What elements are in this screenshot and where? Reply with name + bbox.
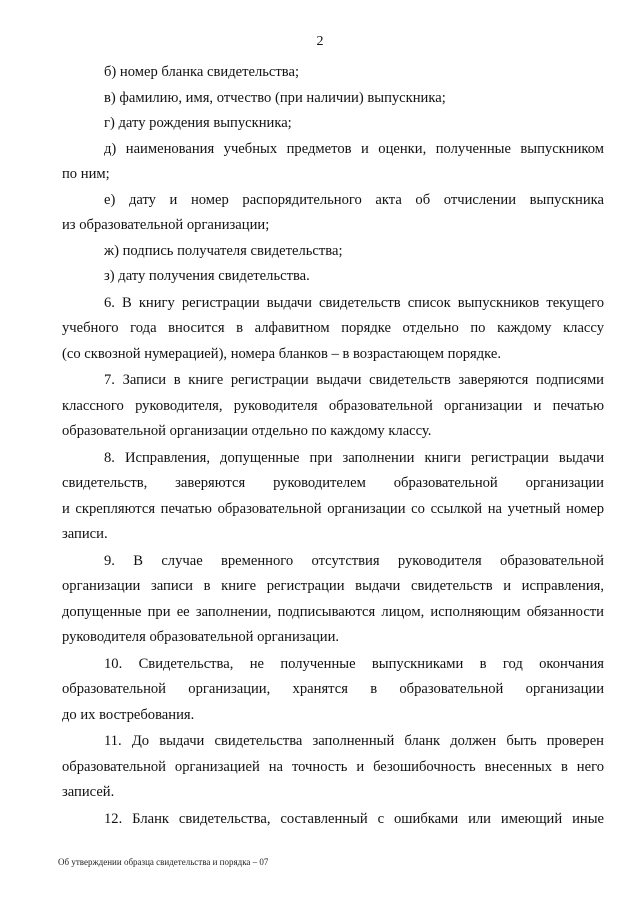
document-body bbox=[62, 60, 604, 832]
list-item-z: з) дату получения свидетельства. bbox=[104, 268, 310, 284]
paragraph-7-line-3: образовательной организации отдельно по каждому классу. bbox=[62, 423, 432, 439]
footer-note: Об утверждении образца свидетельства и порядка – 07 bbox=[58, 857, 269, 867]
paragraph-7-line-1: 7. Записи в книге регистрации выдачи свидетельств заверяются подписями bbox=[104, 372, 604, 388]
paragraph-7-line-2: классного руководителя, руководителя образовательной организации и печатью bbox=[62, 397, 604, 414]
paragraph-6-line-2: учебного года вносится в алфавитном порядке отдельно по каждому классу bbox=[62, 320, 604, 336]
paragraph-11-line-3: записей. bbox=[62, 784, 115, 800]
paragraph-10-line-3: до их востребования. bbox=[62, 706, 195, 723]
paragraph-6-line-3: (со сквозной нумерацией), номера бланков – в возрастающем порядке. bbox=[62, 345, 502, 362]
paragraph-8-line-4: записи. bbox=[62, 526, 108, 542]
list-item-v: в) фамилию, имя, отчество (при наличии) выпускника; bbox=[104, 89, 446, 106]
list-item-e-line-1: е) дату и номер распорядительного акта об отчислении выпускника bbox=[104, 191, 604, 208]
paragraph-11-line-2: образовательной организацией на точность и безошибочность внесенных в него bbox=[62, 758, 604, 775]
paragraph-12-line-1: 12. Бланк свидетельства, составленный с ошибками или имеющий иные bbox=[104, 810, 604, 827]
list-item-g: г) дату рождения выпускника; bbox=[104, 115, 292, 131]
paragraph-6-line-1: 6. В книгу регистрации выдачи свидетельств список выпускников текущего bbox=[104, 294, 604, 311]
paragraph-8-line-2: свидетельств, заверяются руководителем образовательной организации bbox=[62, 475, 604, 491]
list-item-e-line-2: из образовательной организации; bbox=[62, 217, 270, 233]
paragraph-9-line-1: 9. В случае временного отсутствия руководителя образовательной bbox=[104, 552, 604, 569]
list-item-d-line-2: по ним; bbox=[62, 166, 110, 182]
list-item-zh: ж) подпись получателя свидетельства; bbox=[104, 242, 343, 259]
paragraph-9-line-4: руководителя образовательной организации. bbox=[62, 629, 340, 645]
paragraph-9-line-3: допущенные при ее заполнении, подписываются лицом, исполняющим обязанности bbox=[62, 603, 604, 620]
paragraph-9-line-2: организации записи в книге регистрации выдачи свидетельств и исправления, bbox=[62, 578, 604, 594]
list-item-d-line-1: д) наименования учебных предметов и оценки, полученные выпускником bbox=[104, 140, 604, 157]
paragraph-11-line-1: 11. До выдачи свидетельства заполненный бланк должен быть проверен bbox=[104, 733, 604, 749]
page-number: 2 bbox=[316, 34, 324, 49]
paragraph-10-line-2: образовательной организации, хранятся в образовательной организации bbox=[62, 681, 604, 697]
paragraph-8-line-3: и скрепляются печатью образовательной организации со ссылкой на учетный номер bbox=[62, 500, 604, 517]
list-item-b: б) номер бланка свидетельства; bbox=[104, 64, 300, 80]
paragraph-8-line-1: 8. Исправления, допущенные при заполнении книги регистрации выдачи bbox=[104, 449, 604, 466]
paragraph-10-line-1: 10. Свидетельства, не полученные выпускниками в год окончания bbox=[104, 655, 604, 672]
